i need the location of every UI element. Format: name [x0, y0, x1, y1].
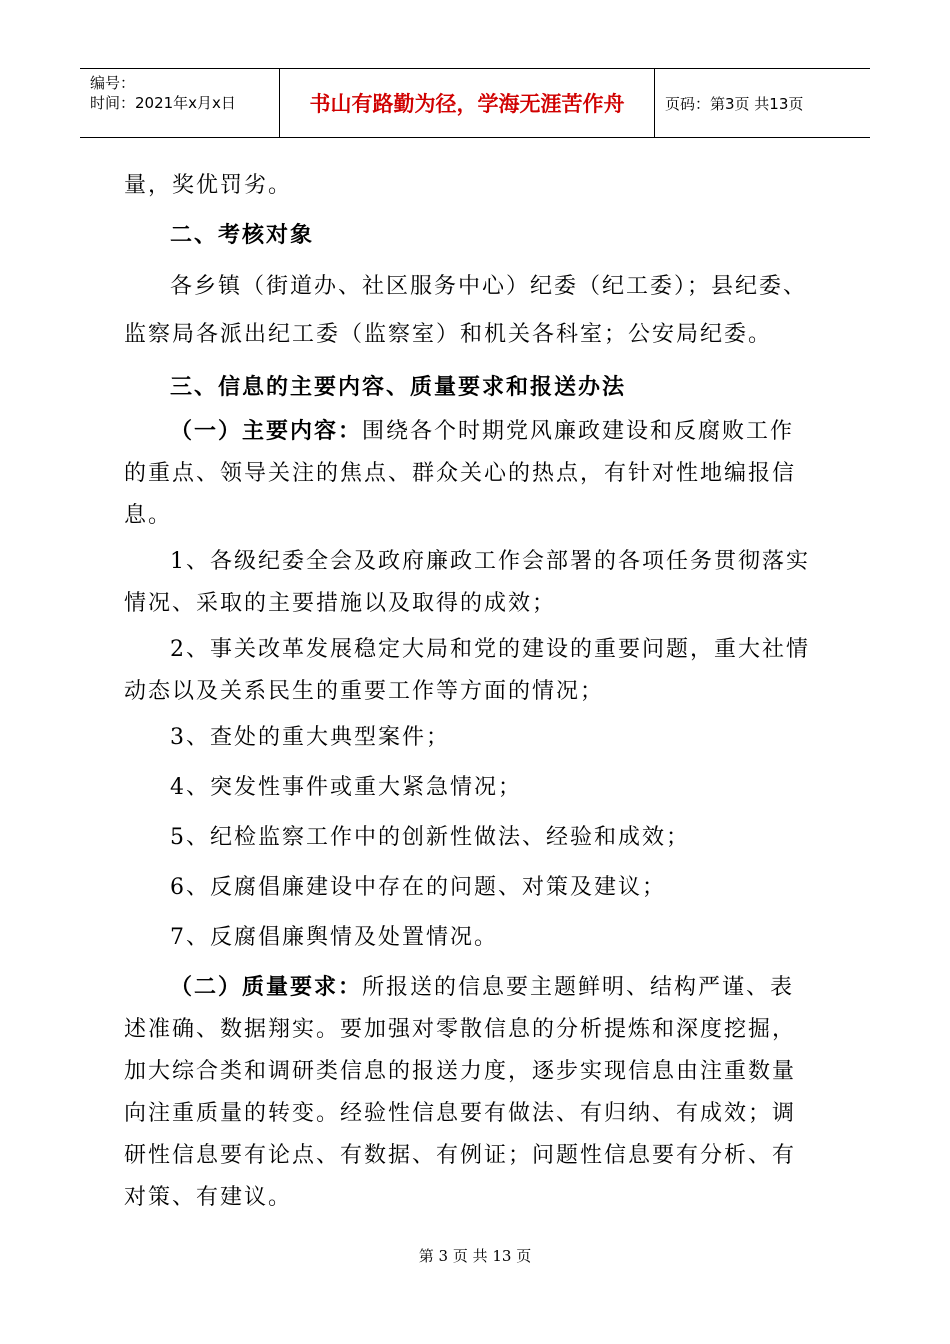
list-item-6: 6、反腐倡廉建设中存在的问题、对策及建议；: [170, 875, 666, 900]
page-header: [80, 68, 870, 138]
header-meta: [80, 69, 280, 137]
quality-requirements-lead: （二）质量要求：: [170, 975, 363, 1000]
list-item-5: 5、纪检监察工作中的创新性做法、经验和成效；: [170, 825, 690, 850]
quality-requirements-text: 所报送的信息要主题鲜明、结构严谨、表述准确、数据翔实。要加强对零散信息的分析提炼和深度挖掘，加大综合类和调研类信息的报送力度，逐步实现信息由注重数量向注重质量的转变。经验性信息要有做法、有归纳、有成效；调研性信息要有论点、有数据、有例证；问题性信息要有分析、有对策、有建议。: [124, 975, 797, 1210]
paragraph-main-content: [124, 411, 814, 537]
list-item-2: 2、事关改革发展稳定大局和党的建设的重要问题，重大社情动态以及关系民生的重要工作等方面的情况；: [124, 637, 810, 704]
section-heading-3: 三、信息的主要内容、质量要求和报送办法: [170, 375, 627, 400]
paragraph-quality-requirements: [124, 967, 814, 1219]
section-heading-2: 二、考核对象: [170, 223, 315, 248]
paragraph-continuation: 量，奖优罚劣。: [124, 173, 293, 198]
main-content-lead: （一）主要内容：: [170, 419, 363, 444]
paragraph-assessment-targets: 各乡镇（街道办、社区服务中心）纪委（纪工委）；县纪委、监察局各派出纪工委（监察室）和机关各科室；公安局纪委。: [124, 274, 808, 347]
header-motto: 书山有路勤为径，学海无涯苦作舟: [280, 69, 655, 137]
document-body: [124, 165, 814, 1219]
document-number-label: 编号：: [90, 74, 136, 92]
list-item-7: 7、反腐倡廉舆情及处置情况。: [170, 925, 498, 950]
list-item-3: 3、查处的重大典型案件；: [170, 725, 450, 750]
list-item-4: 4、突发性事件或重大紧急情况；: [170, 775, 522, 800]
page-footer: 第 3 页 共 13 页: [418, 1247, 532, 1265]
header-page-label: 页码：第3页 共13页: [665, 94, 804, 113]
document-time-label: 时间：2021年x月x日: [90, 94, 236, 112]
main-content-text: 围绕各个时期党风廉政建设和反腐败工作的重点、领导关注的焦点、群众关心的热点，有针对性地编报信息。: [124, 419, 797, 528]
list-item-1: 1、各级纪委全会及政府廉政工作会部署的各项任务贯彻落实情况、采取的主要措施以及取得的成效；: [124, 549, 810, 616]
